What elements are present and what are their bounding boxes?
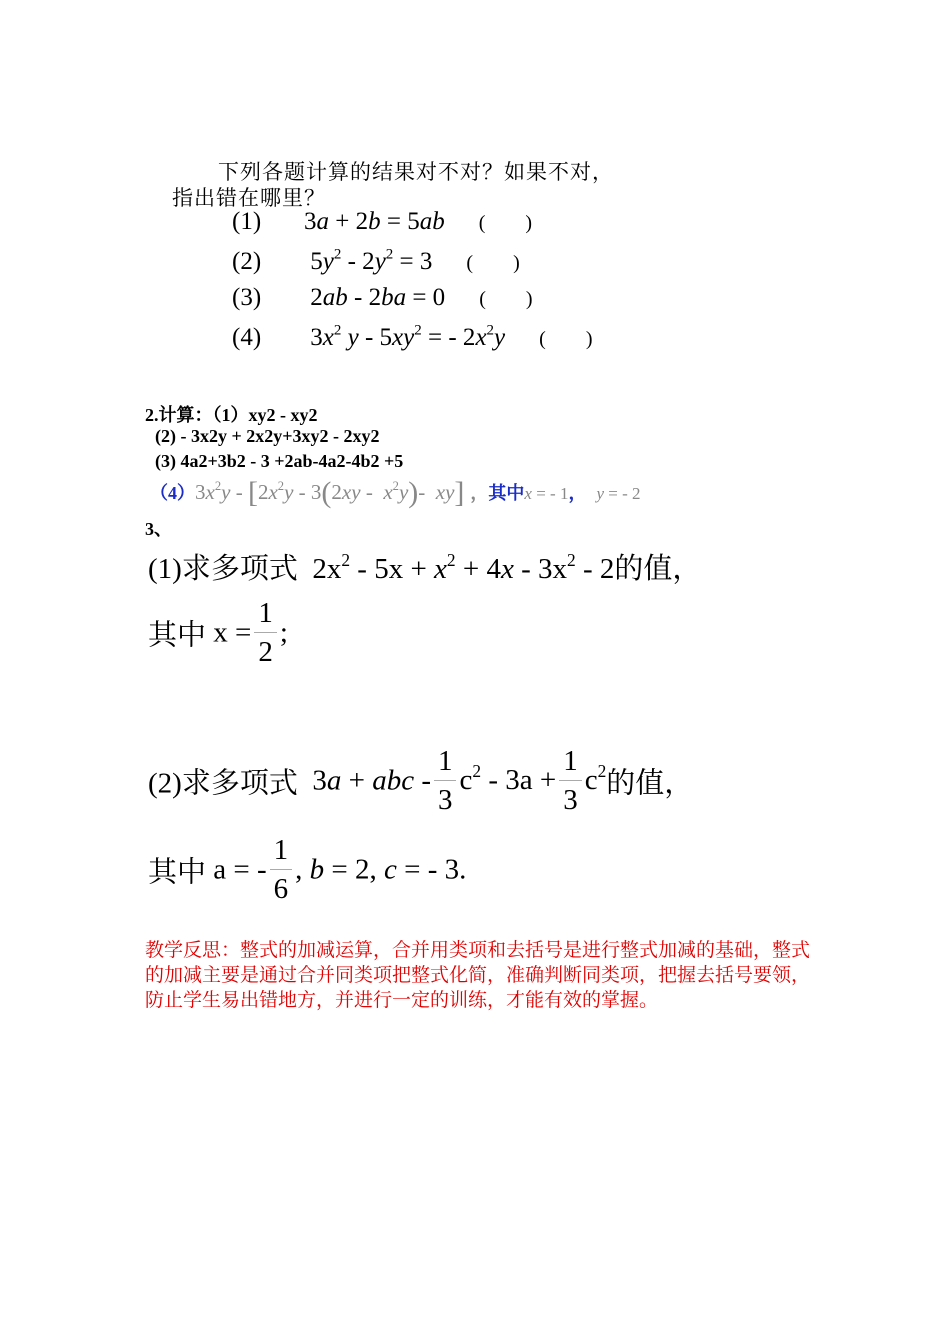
q1-item-2: [232, 246, 520, 276]
q1-answer-blank: ( ): [478, 212, 533, 234]
q3-part2-tail: 的值，: [606, 767, 694, 800]
q2-line4: [150, 476, 641, 510]
q2-line4-label: （4）: [150, 483, 195, 503]
q2-line2: (2) - 3x2y + 2x2y+3xy2 - 2xy2: [155, 426, 380, 446]
fraction-one-sixth: $\frac{1}{6}$: [270, 835, 293, 905]
q1-item-1: [232, 206, 532, 236]
q1-title-line1: 下列各题计算的结果对不对？如果不对，: [218, 160, 614, 184]
q1-answer-blank: ( ): [466, 252, 520, 274]
q3-part2: (2)求多项式 3a + abc - $\frac{1}{3}$ $c^2 - 3a$ + $\frac{1}{3}$ $c^2$的值，: [148, 745, 694, 817]
q1-item-number: (1): [232, 208, 262, 235]
q1-answer-blank: ( ): [539, 328, 593, 350]
q3-part2-polynomial: 3a + abc -: [305, 764, 431, 797]
q1-answer-blank: ( ): [479, 288, 533, 310]
teaching-reflection: 教学反思：整式的加减运算，合并用类项和去括号是进行整式加减的基础，整式的加减主要是通过合并同类项把整式化简，准确判断同类项，把握去括号要领，防止学生易出错地方，并进行一定的训练，才能有效的掌握。: [145, 939, 811, 1011]
q2-line4-values-y: y = - 2: [596, 484, 641, 503]
q1-equation: 2ab - 2ba = 0: [304, 284, 446, 311]
q2-line4-comma: ，: [568, 483, 587, 503]
q3-part1-condition: 其中 x = $\frac{1}{2}$ ;: [148, 597, 288, 669]
q3-label: 3、: [145, 519, 172, 539]
q1-equation: $5y^2 - 2y^2 = 3$: [304, 246, 433, 275]
q2-line4-values: x = - 1: [524, 484, 569, 503]
q3-part1-where: 其中: [148, 619, 207, 652]
q1-item-number: (2): [232, 248, 262, 275]
q3-part2-text: (2)求多项式: [148, 767, 298, 800]
fraction-one-half: $\frac{1}{2}$: [254, 598, 277, 668]
q1-equation: 3a + 2b = 5ab: [304, 208, 445, 235]
q3-part1: [148, 546, 701, 587]
q1-item-number: (3): [232, 284, 262, 311]
q3-part1-tail: 的值，: [614, 553, 702, 585]
q2-line1: 2.计算：（1）xy2 - xy2: [145, 405, 318, 425]
q2-line4-expression: $3x^2y - [2x^2y - 3(2xy - x^2y)-$ xy]: [195, 476, 465, 509]
q3-part2-where: 其中: [148, 856, 207, 889]
q2-line3: (3) 4a2+3b2 - 3 +2ab-4a2-4b2 +5: [155, 451, 404, 471]
q1-equation: $3x^2$ y - $5xy^2$ = - $2x^2y$: [304, 322, 506, 351]
q1-title-line2: 指出错在哪里？: [172, 186, 326, 210]
q1-item-number: (4): [232, 324, 262, 351]
fraction-one-third: $\frac{1}{3}$: [559, 746, 582, 816]
q2-line4-where: ，其中: [470, 483, 525, 503]
q3-part1-polynomial: $2x^2 - 5x + x^2 + 4x - 3x^2 - 2$: [305, 549, 615, 585]
fraction-one-third: $\frac{1}{3}$: [434, 746, 457, 816]
q1-item-3: [232, 282, 533, 312]
q1-item-4: [232, 322, 592, 352]
q3-part1-text: (1)求多项式: [148, 553, 298, 585]
q3-part2-condition: 其中 a = - $\frac{1}{6}$ , b = 2, c = - 3.: [148, 834, 467, 906]
